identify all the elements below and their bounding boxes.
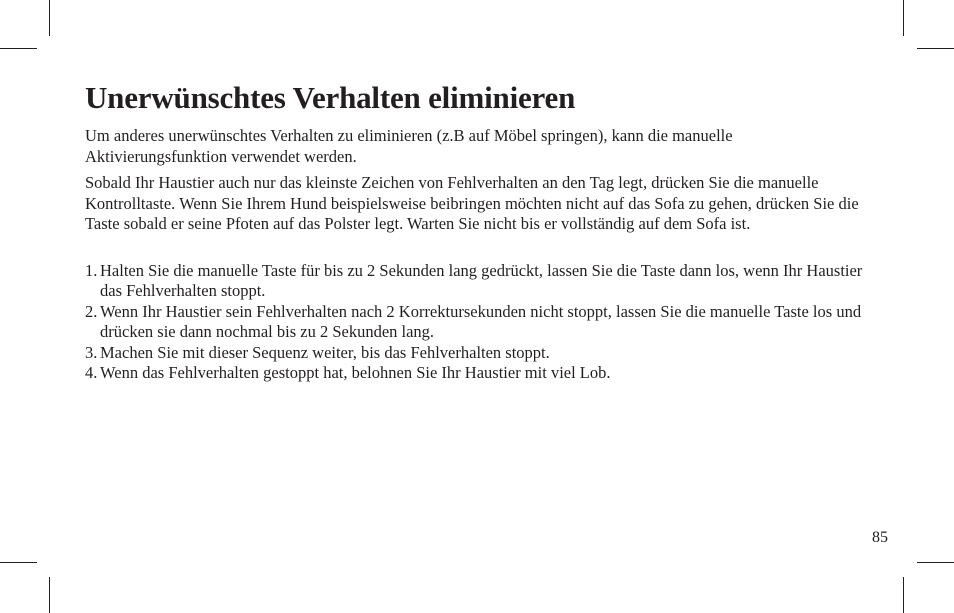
crop-mark-bottom-left-vertical: [49, 577, 50, 613]
instruction-paragraph: Sobald Ihr Haustier auch nur das kleinste Zeichen von Fehlverhalten an den Tag legt, drücken Sie die manuelle Kontrolltaste. Wenn Sie Ihrem Hund beispielsweise beibringen möchten nicht auf das Sofa zu gehen, drücken Sie die Taste sobald er seine Pfoten auf das Polster legt. Warten Sie nicht bis er vollständig auf dem Sofa ist.: [85, 173, 859, 233]
crop-mark-bottom-right-vertical: [903, 577, 904, 613]
page-title: Unerwünschtes Verhalten eliminieren: [85, 80, 576, 115]
step-number: 2.: [85, 301, 98, 321]
crop-mark-top-left-horizontal: [0, 48, 37, 49]
step-item: [85, 261, 865, 302]
crop-mark-bottom-left-horizontal: [0, 562, 37, 563]
step-number: 4.: [85, 363, 98, 382]
step-number: 1.: [85, 260, 98, 280]
crop-mark-top-left-vertical: [49, 0, 50, 36]
crop-mark-top-right-horizontal: [917, 48, 954, 49]
intro-paragraph: Um anderes unerwünschtes Verhalten zu eliminieren (z.B auf Möbel springen), kann die manuelle Aktivierungsfunktion verwendet werden.: [85, 126, 733, 166]
crop-mark-bottom-right-horizontal: [917, 562, 954, 563]
steps-list: [85, 261, 865, 384]
crop-mark-top-right-vertical: [903, 0, 904, 36]
step-item: [85, 302, 865, 343]
page-number: 85: [872, 529, 888, 546]
step-text: Wenn Ihr Haustier sein Fehlverhalten nach 2 Korrektursekunden nicht stoppt, lassen Sie die manuelle Taste los und drücken sie dann nochmal bis zu 2 Sekunden lang.: [100, 301, 862, 341]
step-text: Wenn das Fehlverhalten gestoppt hat, belohnen Sie Ihr Haustier mit viel Lob.: [100, 363, 611, 382]
step-number: 3.: [85, 342, 98, 362]
step-text: Machen Sie mit dieser Sequenz weiter, bis das Fehlverhalten stoppt.: [100, 342, 550, 362]
step-text: Halten Sie die manuelle Taste für bis zu 2 Sekunden lang gedrückt, lassen Sie die Taste dann los, wenn Ihr Haustier das Fehlverhalten stoppt.: [100, 260, 863, 300]
page-body: [85, 126, 865, 384]
step-item: [85, 343, 865, 364]
step-item: [85, 363, 865, 384]
